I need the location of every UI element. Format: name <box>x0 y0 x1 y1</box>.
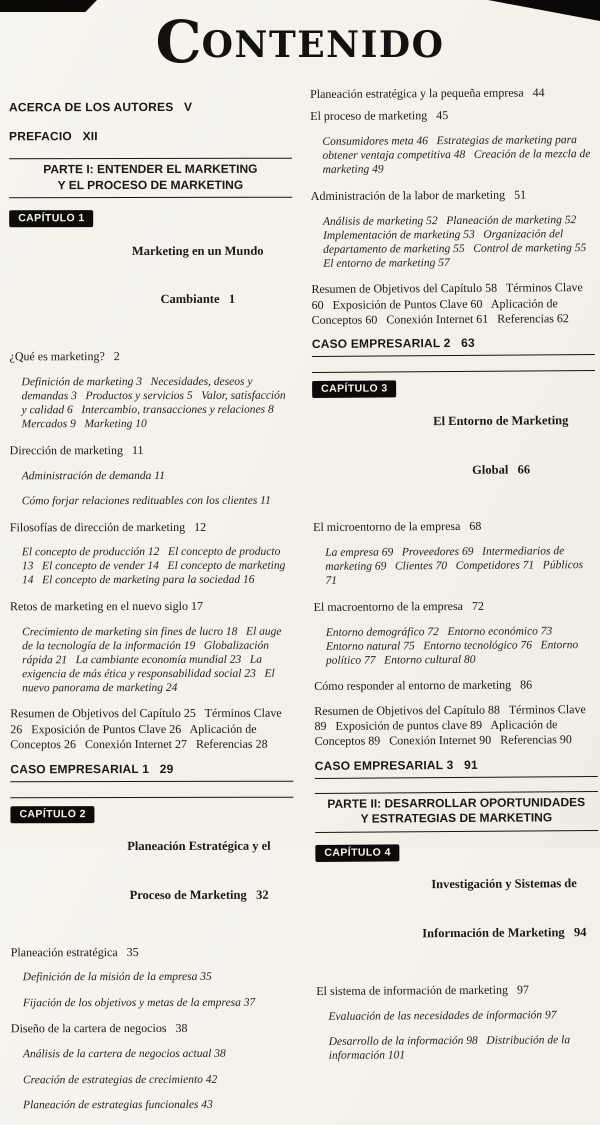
chapter-2-title <box>105 805 293 935</box>
part-heading-2 <box>314 791 597 833</box>
part-heading-line: Y EL PROCESO DE MARKETING <box>57 177 244 192</box>
toc-subsection: Evaluación de las necesidades de información 97 <box>327 1009 557 1023</box>
chapter-2-badge: CAPÍTULO 2 <box>10 806 94 823</box>
part-heading-1 <box>9 158 292 199</box>
caso-empresarial-1: CASO EMPRESARIAL 1 29 <box>10 760 293 782</box>
chapter-4-badge: CAPÍTULO 4 <box>315 844 400 862</box>
chapter-1-badge: CAPÍTULO 1 <box>9 210 93 227</box>
toc-columns <box>0 82 600 1124</box>
toc-column-right <box>310 83 600 1125</box>
part-heading-line: Y ESTRATEGIAS DE MARKETING <box>360 810 552 826</box>
toc-entry: Filosofías de dirección de marketing 12 <box>9 519 207 534</box>
chapter-title-line: Investigación y Sistemas de <box>430 876 577 892</box>
chapter-summary-entry: Resumen de Objetivos del Capítulo 58 Términos Clave 60 Exposición de Puntos Clave 60 Aplicación de Conceptos 60 Conexión Internet 61 Referencias 62 <box>310 280 586 327</box>
toc-entry: Planeación estratégica 35 <box>10 944 139 959</box>
chapter-title-line: Cambiante 1 <box>160 292 236 307</box>
toc-subsection: Consumidores meta 46 Estrategias de marketing para obtener ventaja competitiva 48 Creación de la mezcla de marketing 49 <box>321 134 593 177</box>
chapter-title-line: El Entorno de Marketing <box>432 413 568 428</box>
chapter-header-1 <box>9 210 292 341</box>
toc-subsection: Fijación de los objetivos y metas de la empresa 37 <box>22 996 256 1010</box>
toc-subsection: Definición de la misión de la empresa 35 <box>22 971 212 984</box>
chapter-summary-entry: Resumen de Objetivos del Capítulo 88 Términos Clave 89 Exposición de puntos clave 89 Aplicación de Conceptos 89 Conexión Internet 90 Referencias 90 <box>313 701 589 749</box>
toc-subsection: Crecimiento de marketing sin fines de lucro 18 El auge de la tecnología de la información 19 Globalización rápida 21 La cambiante economía mundial 23 La exigencia de más ética y responsabilidad social 23 El nuevo panorama de marketing 24 <box>22 625 285 695</box>
part-heading-line: PARTE II: DESARROLLAR OPORTUNIDADES <box>326 794 585 811</box>
toc-subsection: El concepto de producción 12 El concepto de producto 13 El concepto de vender 14 El concepto de marketing 14 El concepto de marketing para la sociedad 16 <box>21 546 289 587</box>
toc-subsection: Desarrollo de la información 98 Distribución de la información 101 <box>328 1034 573 1063</box>
toc-entry: ¿Qué es marketing? 2 <box>9 349 120 364</box>
toc-frontmatter-authors: ACERCA DE LOS AUTORES V <box>8 99 193 115</box>
chapter-header-3 <box>312 370 595 511</box>
toc-subsection: Cómo forjar relaciones redituables con los clientes 11 <box>21 494 271 508</box>
toc-entry: Cómo responder al entorno de marketing 86 <box>313 677 532 694</box>
part-heading-line: PARTE I: ENTENDER EL MARKETING <box>43 161 258 177</box>
toc-column-left <box>9 84 294 1124</box>
toc-subsection: La empresa 69 Proveedores 69 Intermediarios de marketing 69 Clientes 70 Competidores 71 Públicos 71 <box>324 545 586 588</box>
chapter-title-line: Proceso de Marketing 32 <box>129 887 269 902</box>
scan-artifact-top-left <box>0 0 97 12</box>
chapter-title-line: Global 66 <box>471 462 530 477</box>
toc-subsection: Entorno demográfico 72 Entorno económico 73 Entorno natural 75 Entorno tecnológico 76 Entorno político 77 Entorno cultural 80 <box>325 624 581 667</box>
toc-subsection: Análisis de la cartera de negocios actual 38 <box>22 1048 226 1061</box>
chapter-header-2 <box>10 796 293 936</box>
chapter-header-4 <box>315 843 598 975</box>
toc-subsection: Administración de demanda 11 <box>21 469 165 482</box>
caso-empresarial-3: CASO EMPRESARIAL 3 91 <box>314 756 597 779</box>
chapter-title-line: Planeación Estratégica y el <box>127 838 271 854</box>
chapter-1-title <box>104 210 292 340</box>
toc-subsection: Análisis de marketing 52 Planeación de marketing 52 Implementación de marketing 53 Organización del departamento de marketing 55 Control de marketing 55 El entorno de marketing 57 <box>322 213 595 270</box>
toc-entry: Administración de la labor de marketing 51 <box>310 187 526 203</box>
toc-entry: Diseño de la cartera de negocios 38 <box>10 1021 188 1036</box>
toc-entry: Planeación estratégica y la pequeña empresa 44 <box>309 85 545 101</box>
caso-empresarial-2: CASO EMPRESARIAL 2 63 <box>311 334 594 357</box>
page-title <box>0 0 600 82</box>
chapter-4-title <box>409 843 598 974</box>
chapter-title-line: Marketing en un Mundo <box>131 243 264 258</box>
chapter-3-title <box>406 379 595 510</box>
toc-entry: El macroentorno de la empresa 72 <box>313 598 484 614</box>
chapter-3-badge: CAPÍTULO 3 <box>312 381 397 399</box>
toc-entry: El microentorno de la empresa 68 <box>312 519 481 535</box>
chapter-title-line: Información de Marketing 94 <box>421 925 587 941</box>
toc-subsection: Creación de estrategias de crecimiento 42 <box>22 1073 218 1087</box>
toc-entry: Dirección de marketing 11 <box>9 442 144 457</box>
page-title-dropcap: C <box>155 8 202 76</box>
toc-subsection: Definición de marketing 3 Necesidades, deseos y demandas 3 Productos y servicios 5 Valor, satisfacción y calidad 6 Intercambio, transacciones y relaciones 8 Mercados 9 Marketing 10 <box>21 375 289 431</box>
toc-entry: El proceso de marketing 45 <box>309 108 448 124</box>
toc-subsection: Planeación de estrategias funcionales 43 <box>23 1099 213 1112</box>
toc-frontmatter-preface: PREFACIO XII <box>9 129 98 144</box>
page-title-rest: ONTENIDO <box>201 24 445 66</box>
chapter-summary-entry: Resumen de Objetivos del Capítulo 25 Términos Clave 26 Exposición de Puntos Clave 26 Aplicación de Conceptos 26 Conexión Internet 27 Referencias 28 <box>10 706 285 752</box>
toc-entry: Retos de marketing en el nuevo siglo 17 <box>9 598 203 614</box>
toc-entry: El sistema de información de marketing 97 <box>315 982 529 998</box>
